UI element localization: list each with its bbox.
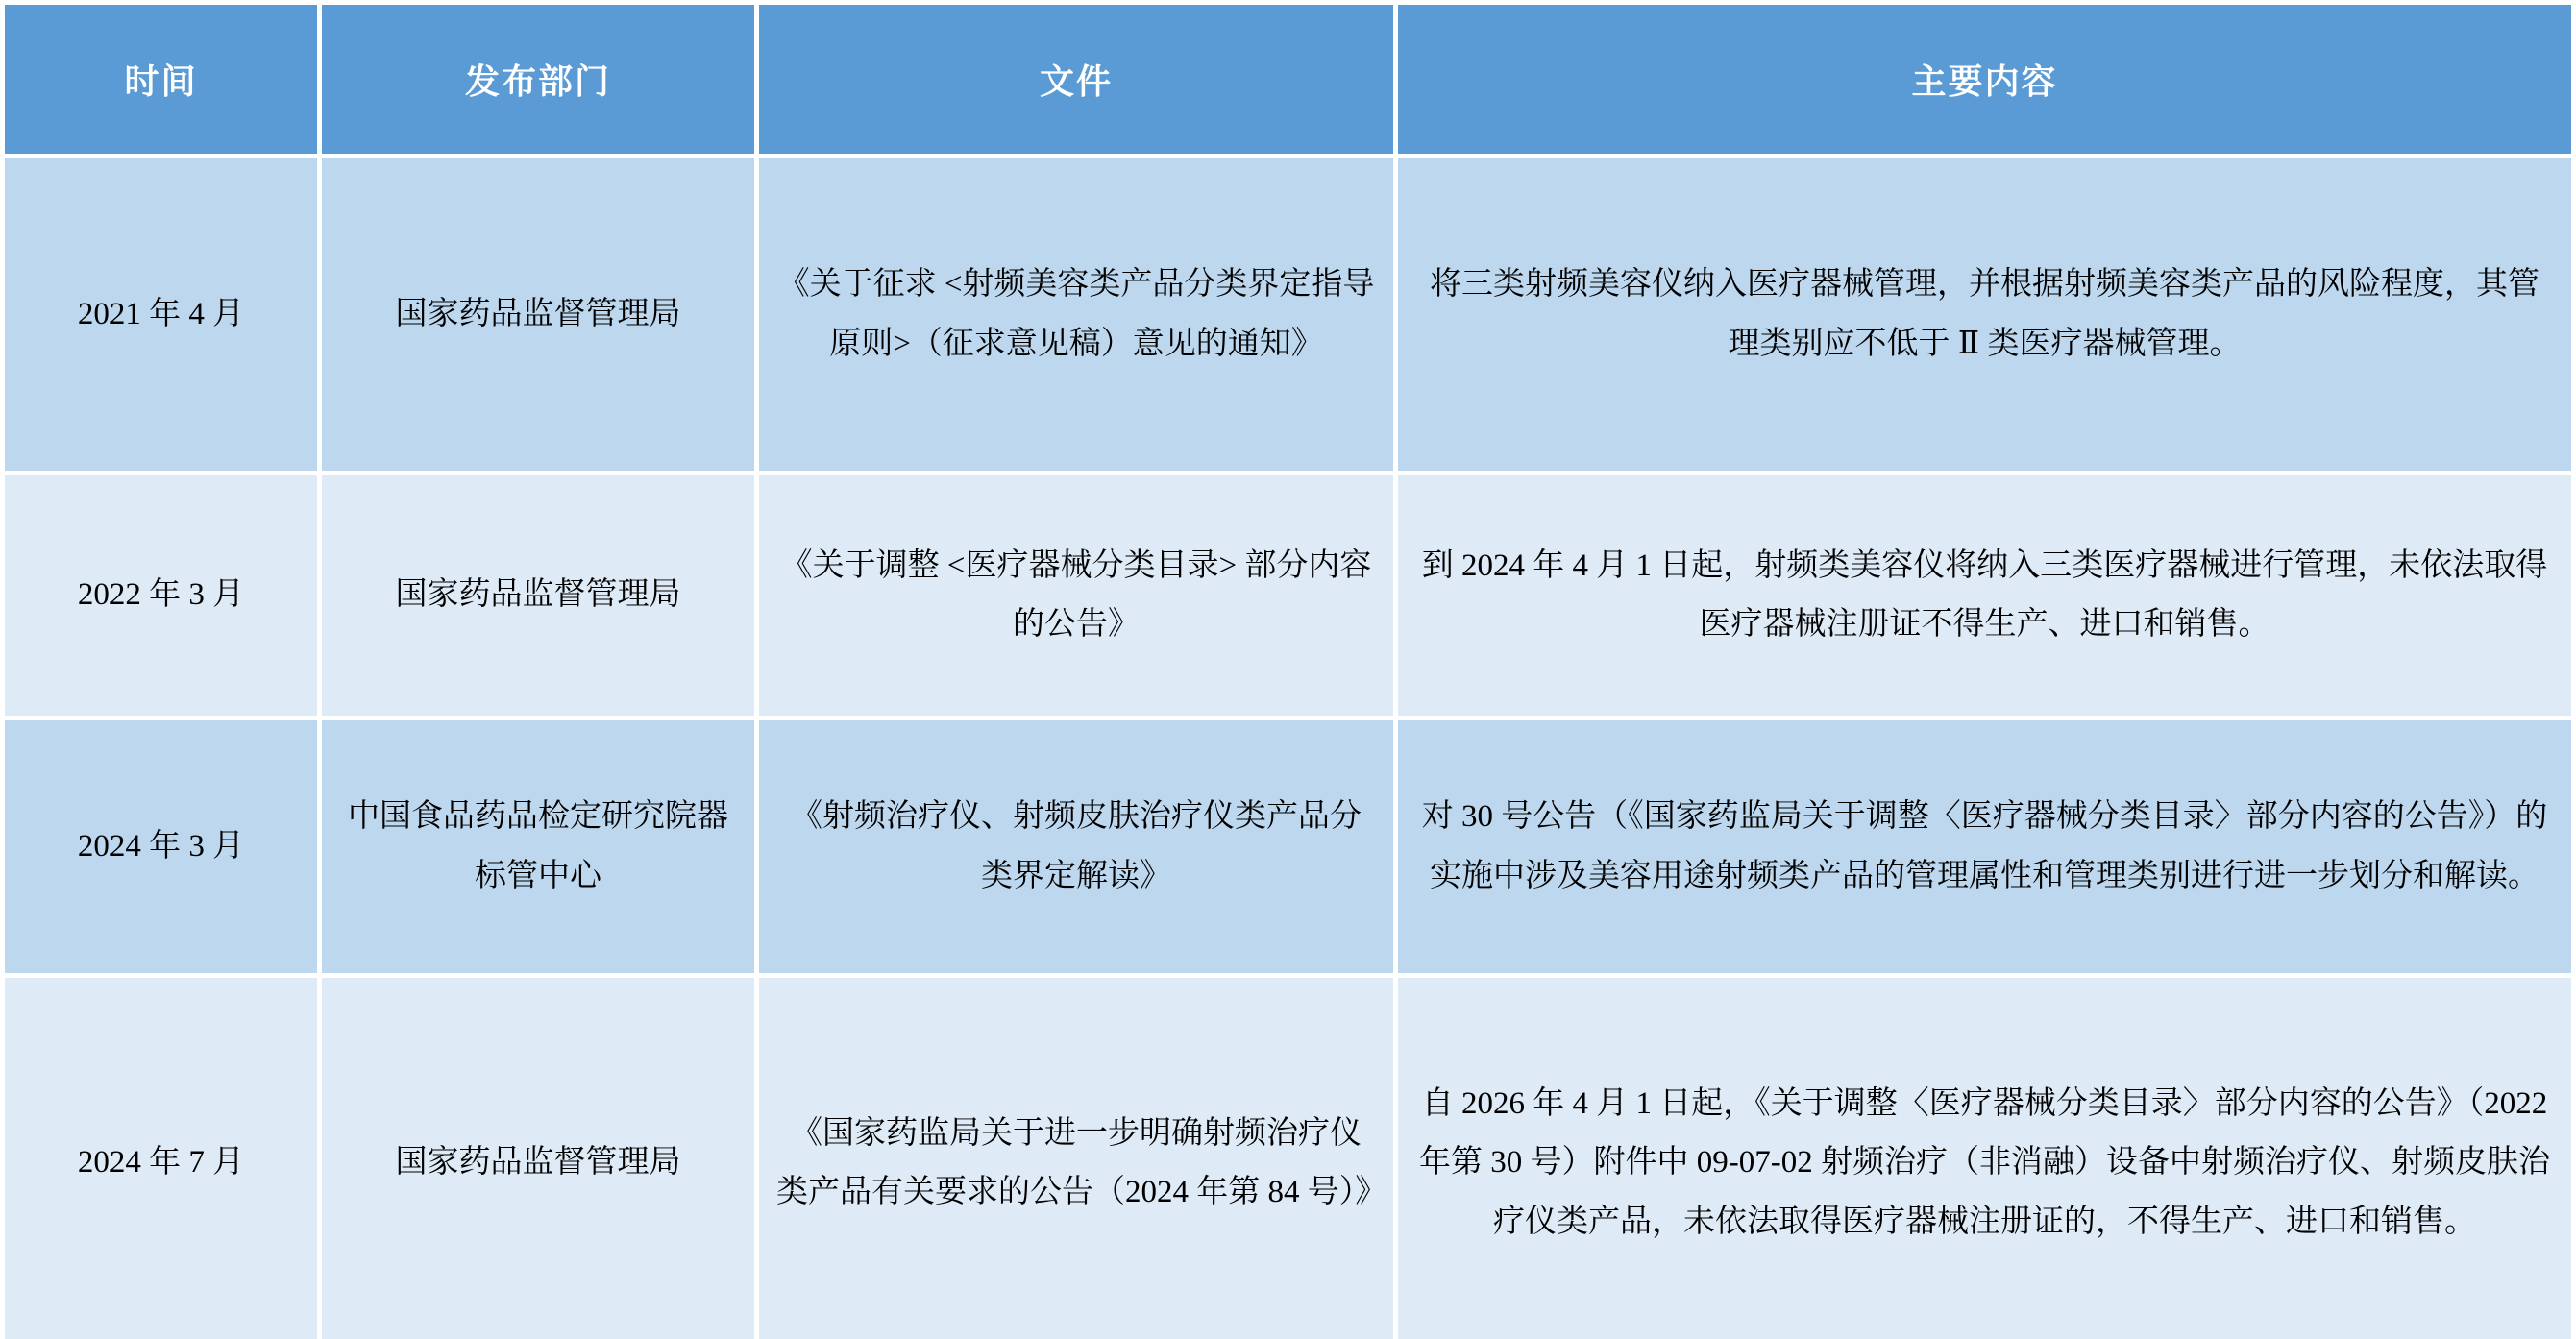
cell-main-content: 对 30 号公告（《国家药监局关于调整〈医疗器械分类目录〉部分内容的公告》）的实施中涉及美容用途射频类产品的管理属性和管理类别进行进一步划分和解读。 bbox=[1398, 720, 2571, 973]
cell-department: 国家药品监督管理局 bbox=[322, 978, 754, 1339]
cell-document: 《射频治疗仪、射频皮肤治疗仪类产品分类界定解读》 bbox=[759, 720, 1393, 973]
cell-time: 2024 年 7 月 bbox=[5, 978, 317, 1339]
cell-department: 国家药品监督管理局 bbox=[322, 475, 754, 716]
cell-department: 中国食品药品检定研究院器标管中心 bbox=[322, 720, 754, 973]
cell-main-content: 自 2026 年 4 月 1 日起，《关于调整〈医疗器械分类目录〉部分内容的公告》（2022 年第 30 号）附件中 09-07-02 射频治疗（非消融）设备中射频治疗仪、射频皮肤治疗仪类产品，未依法取得医疗器械注册证的，不得生产、进口和销售。 bbox=[1398, 978, 2571, 1339]
table-row bbox=[5, 158, 2571, 471]
col-header-department: 发布部门 bbox=[322, 5, 754, 154]
header-row bbox=[5, 5, 2571, 154]
table-row bbox=[5, 475, 2571, 716]
cell-time: 2024 年 3 月 bbox=[5, 720, 317, 973]
col-header-time: 时间 bbox=[5, 5, 317, 154]
cell-department: 国家药品监督管理局 bbox=[322, 158, 754, 471]
cell-time: 2021 年 4 月 bbox=[5, 158, 317, 471]
cell-document: 《关于征求 <射频美容类产品分类界定指导原则>（征求意见稿）意见的通知》 bbox=[759, 158, 1393, 471]
cell-main-content: 将三类射频美容仪纳入医疗器械管理，并根据射频美容类产品的风险程度，其管理类别应不低于 Ⅱ 类医疗器械管理。 bbox=[1398, 158, 2571, 471]
col-header-document: 文件 bbox=[759, 5, 1393, 154]
cell-main-content: 到 2024 年 4 月 1 日起，射频类美容仪将纳入三类医疗器械进行管理，未依法取得医疗器械注册证不得生产、进口和销售。 bbox=[1398, 475, 2571, 716]
table-row bbox=[5, 720, 2571, 973]
cell-document: 《关于调整 <医疗器械分类目录> 部分内容的公告》 bbox=[759, 475, 1393, 716]
cell-document: 《国家药监局关于进一步明确射频治疗仪类产品有关要求的公告（2024 年第 84 号）》 bbox=[759, 978, 1393, 1339]
cell-time: 2022 年 3 月 bbox=[5, 475, 317, 716]
col-header-main-content: 主要内容 bbox=[1398, 5, 2571, 154]
table-row bbox=[5, 978, 2571, 1339]
